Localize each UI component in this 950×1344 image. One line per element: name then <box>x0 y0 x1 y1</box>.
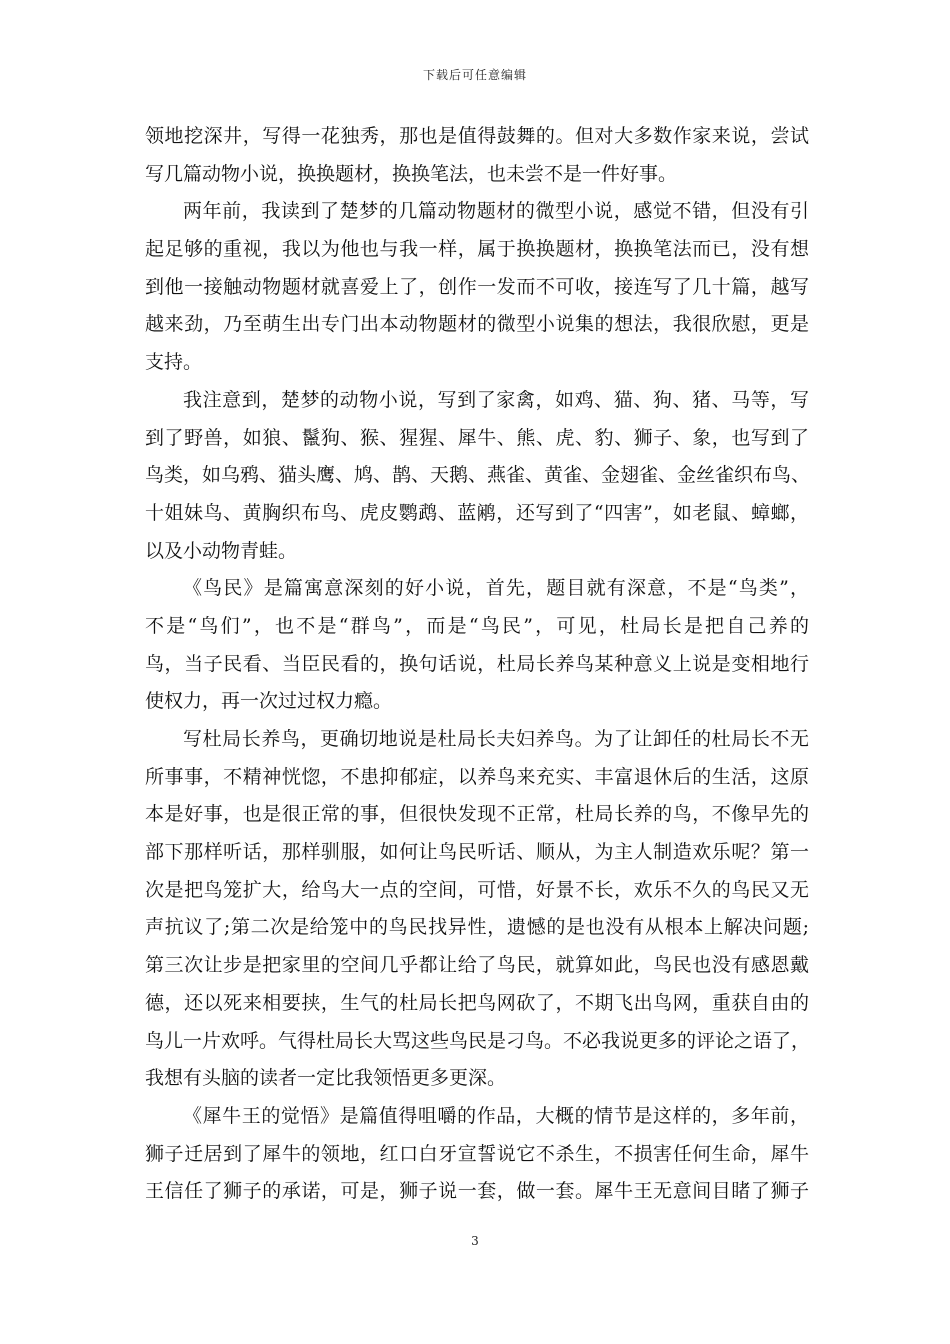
text-line: 十姐妹鸟、黄胸织布鸟、虎皮鹦鹉、蓝鹇，还写到了“四害”，如老鼠、蟑螂， <box>145 501 809 524</box>
text-line: 以及小动物青蛙。 <box>145 539 298 562</box>
text-line: 到他一接触动物题材就喜爱上了，创作一发而不可收，接连写了几十篇，越写 <box>145 275 809 298</box>
text-line: 第三次让步是把家里的空间几乎都让给了鸟民，就算如此，鸟民也没有感恩戴 <box>145 954 809 977</box>
text-line: 声抗议了;第二次是给笼中的鸟民找异性，遗憾的是也没有从根本上解决问题; <box>145 916 809 939</box>
text-line: 我注意到，楚梦的动物小说，写到了家禽，如鸡、猫、狗、猪、马等，写 <box>183 388 809 411</box>
text-line: 到了野兽，如狼、鬣狗、猴、猩猩、犀牛、熊、虎、豹、狮子、象，也写到了 <box>145 426 809 449</box>
page-header: 下载后可任意编辑 <box>422 68 527 82</box>
text-line: 起足够的重视，我以为他也与我一样，属于换换题材，换换笔法而已，没有想 <box>145 238 809 261</box>
page-number: 3 <box>471 1234 479 1248</box>
text-line: 《犀牛王的觉悟》是篇值得咀嚼的作品，大概的情节是这样的，多年前， <box>183 1104 809 1127</box>
text-line: 王信任了狮子的承诺，可是，狮子说一套，做一套。犀牛王无意间目睹了狮子 <box>145 1180 809 1203</box>
text-line: 写杜局长养鸟，更确切地说是杜局长夫妇养鸟。为了让卸任的杜局长不无 <box>183 728 809 750</box>
text-line: 部下那样听话，那样驯服，如何让鸟民听话、顺从，为主人制造欢乐呢？第一 <box>145 841 809 864</box>
text-line: 鸟儿一片欢呼。气得杜局长大骂这些鸟民是刁鸟。不必我说更多的评论之语了， <box>145 1029 811 1052</box>
text-line: 《鸟民》是篇寓意深刻的好小说，首先，题目就有深意，不是“鸟类”， <box>183 577 809 600</box>
document-body <box>145 118 809 1211</box>
text-line: 狮子迁居到了犀牛的领地，红口白牙宣誓说它不杀生，不损害任何生命，犀牛 <box>145 1142 809 1165</box>
text-line: 德，还以死来相要挟，生气的杜局长把鸟网砍了，不期飞出鸟网，重获自由的 <box>145 991 809 1014</box>
text-line: 不是“鸟们”，也不是“群鸟”，而是“鸟民”，可见，杜局长是把自己养的 <box>145 614 809 637</box>
text-line: 鸟，当子民看、当臣民看的，换句话说，杜局长养鸟某种意义上说是变相地行 <box>145 652 809 675</box>
text-line: 使权力，再一次过过权力瘾。 <box>145 690 393 713</box>
text-line: 我想有头脑的读者一定比我领悟更多更深。 <box>145 1067 507 1090</box>
text-line: 领地挖深井，写得一花独秀，那也是值得鼓舞的。但对大多数作家来说，尝试 <box>145 125 809 147</box>
text-line: 越来劲，乃至萌生出专门出本动物题材的微型小说集的想法，我很欣慰，更是 <box>145 313 809 336</box>
text-line: 支持。 <box>145 351 203 374</box>
text-line: 两年前，我读到了楚梦的几篇动物题材的微型小说，感觉不错，但没有引 <box>183 200 809 223</box>
text-line: 本是好事，也是很正常的事，但很快发现不正常，杜局长养的鸟，不像早先的 <box>145 803 809 826</box>
text-line: 写几篇动物小说，换换题材，换换笔法，也未尝不是一件好事。 <box>145 162 678 185</box>
text-line: 所事事，不精神恍惚，不患抑郁症，以养鸟来充实、丰富退休后的生活，这原 <box>145 765 809 788</box>
text-line: 次是把鸟笼扩大，给鸟大一点的空间，可惜，好景不长，欢乐不久的鸟民又无 <box>145 878 809 901</box>
text-line: 鸟类，如乌鸦、猫头鹰、鸠、鹊、天鹅、燕雀、黄雀、金翅雀、金丝雀织布鸟、 <box>145 464 811 487</box>
